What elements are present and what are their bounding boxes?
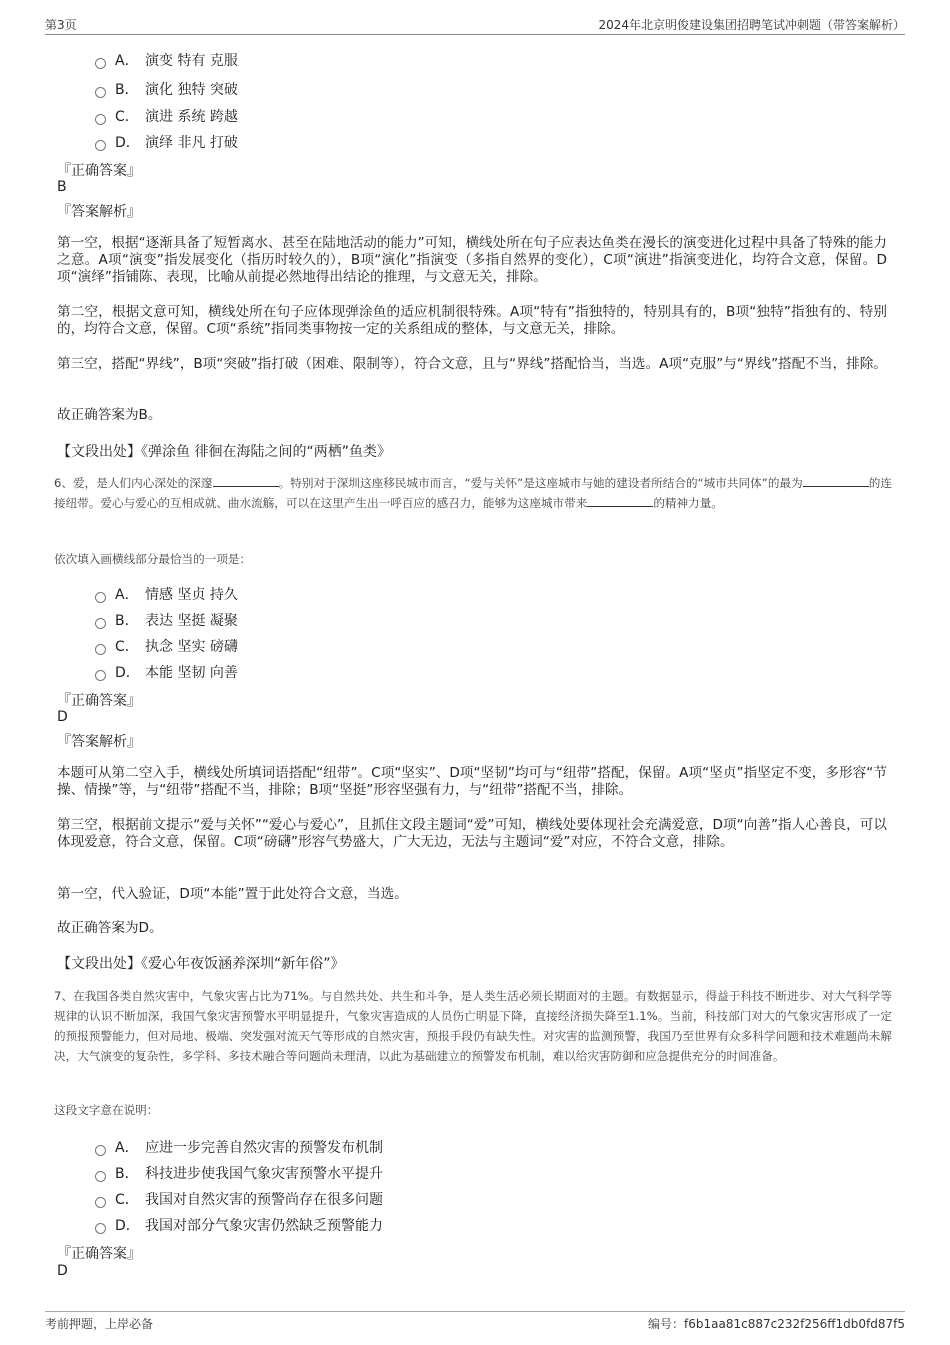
- radio-icon[interactable]: [95, 1223, 106, 1234]
- radio-icon[interactable]: [95, 140, 106, 151]
- q6-source: 【文段出处】《爱心年夜饭涵养深圳“新年俗”》: [57, 956, 345, 972]
- radio-icon[interactable]: [95, 670, 106, 681]
- radio-icon[interactable]: [95, 87, 106, 98]
- q7-answer: D: [57, 1263, 68, 1279]
- document-id: 编号：f6b1aa81c887c232f256ff1db0fd87f5: [648, 1317, 905, 1331]
- radio-icon[interactable]: [95, 1197, 106, 1208]
- q6-answer: D: [57, 709, 68, 725]
- q6-option-a[interactable]: A． 情感 坚贞 持久: [95, 584, 238, 604]
- q7-stem: 7、在我国各类自然灾害中，气象灾害占比为71%。与自然共处、共生和斗争，是人类生活必须长期面对的主题。有数据显示，得益于科技不断进步、对大气科学等规律的认识不断加深，我国气象灾害预警水平明显提升，气象灾害造成的人员伤亡明显下降，直接经济损失降至1.1%。当前，科技部门对大的气象灾害形成了一定的预报预警能力，但对局地、极端、突发强对流天气等形成的自然灾害，预报手段仍有缺失性。对灾害的监测预警，我国乃至世界有众多科学问题和技术难题尚未解决，大气演变的复杂性，多学科、多技术融合等问题尚未理清，以此为基础建立的预警发布机制，难以给灾害防御和应急提供充分的时间准备。: [54, 989, 892, 1063]
- radio-icon[interactable]: [95, 1171, 106, 1182]
- q5-option-d[interactable]: D． 演绎 非凡 打破: [95, 132, 238, 152]
- blank-line: [803, 474, 869, 487]
- blank-line: [213, 474, 279, 487]
- radio-icon[interactable]: [95, 618, 106, 629]
- footer-slogan: 考前押题，上岸必备: [45, 1317, 154, 1331]
- q5-analysis-label: 『答案解析』: [57, 204, 141, 220]
- q5-analysis-paragraph: 第一空，根据“逐渐具备了短暂离水、甚至在陆地活动的能力”可知，横线处所在句子应表达鱼类在漫长的演变进化过程中具备了特殊的能力之意。A项“演变”指发展变化（指历时较久的），B项“演化”指演变（多指自然界的变化），C项“演进”指演变进化，均符合文意，保留。D项“演绎”指铺陈、表现，比喻从前提必然地得出结论的推理，与文意无关，排除。: [57, 235, 887, 285]
- q6-option-c[interactable]: C． 执念 坚实 磅礴: [95, 636, 238, 656]
- q7-option-c[interactable]: C． 我国对自然灾害的预警尚存在很多问题: [95, 1189, 383, 1209]
- page-number: 第3页: [45, 18, 77, 32]
- q5-option-b[interactable]: B． 演化 独特 突破: [95, 79, 238, 99]
- q6-option-b[interactable]: B． 表达 坚挺 凝聚: [95, 610, 238, 630]
- q5-option-a[interactable]: A． 演变 特有 克服: [95, 50, 238, 70]
- q5-answer-label: 『正确答案』: [57, 163, 141, 179]
- q5-analysis-paragraph: 故正确答案为B。: [57, 407, 162, 423]
- q6-analysis-paragraph: 第三空，根据前文提示“爱与关怀”“爱心与爱心”，且抓住文段主题词“爱”可知，横线处要体现社会充满爱意，D项“向善”指人心善良，可以体现爱意，符合文意，保留。C项“磅礴”形容气势盛大，广大无边，无法与主题词“爱”对应，不符合文意，排除。: [57, 817, 887, 850]
- page-footer: [45, 1311, 905, 1334]
- q7-option-b[interactable]: B． 科技进步使我国气象灾害预警水平提升: [95, 1163, 383, 1183]
- q6-prompt: 依次填入画横线部分最恰当的一项是：: [54, 552, 252, 566]
- q6-stem: 6、爱，是人们内心深处的深邃 。特别对于深圳这座移民城市而言，“爱与关怀”是这座城市与她的建设者所结合的“城市共同体”的最为 的连接纽带。爱心与爱心的互相成就、曲水流觞，可以在这里产生出一呼百应的感召力，能够为这座城市带来 的精神力量。: [54, 476, 892, 510]
- q6-analysis-paragraph: 第一空，代入验证，D项“本能”置于此处符合文意，当选。: [57, 886, 408, 902]
- q7-prompt: 这段文字意在说明：: [54, 1103, 159, 1117]
- radio-icon[interactable]: [95, 592, 106, 603]
- q6-option-d[interactable]: D． 本能 坚韧 向善: [95, 662, 238, 682]
- radio-icon[interactable]: [95, 58, 106, 69]
- q7-option-d[interactable]: D． 我国对部分气象灾害仍然缺乏预警能力: [95, 1215, 383, 1235]
- q6-analysis-label: 『答案解析』: [57, 734, 141, 750]
- q7-option-a[interactable]: A． 应进一步完善自然灾害的预警发布机制: [95, 1137, 383, 1157]
- q5-answer: B: [57, 179, 67, 195]
- q6-analysis-paragraph: 本题可从第二空入手，横线处所填词语搭配“纽带”。C项“坚实”、D项“坚韧”均可与“纽带”搭配，保留。A项“坚贞”指坚定不变，多形容“节操、情操”等，与“纽带”搭配不当，排除；B项“坚挺”形容坚强有力，与“纽带”搭配不当，排除。: [57, 765, 887, 798]
- q5-analysis-paragraph: 第三空，搭配“界线”，B项“突破”指打破（困难、限制等），符合文意，且与“界线”搭配恰当，当选。A项“克服”与“界线”搭配不当，排除。: [57, 356, 887, 372]
- q5-source: 【文段出处】《弹涂鱼 徘徊在海陆之间的“两栖”鱼类》: [57, 444, 391, 460]
- q5-analysis-paragraph: 第二空，根据文意可知，横线处所在句子应体现弹涂鱼的适应机制很特殊。A项“特有”指独特的，特别具有的，B项“独特”指独有的、特别的，均符合文意，保留。C项“系统”指同类事物按一定的关系组成的整体，与文意无关，排除。: [57, 304, 887, 337]
- q7-answer-label: 『正确答案』: [57, 1246, 141, 1262]
- q6-analysis-paragraph: 故正确答案为D。: [57, 920, 163, 936]
- page-header: [45, 14, 905, 35]
- q5-option-c[interactable]: C． 演进 系统 跨越: [95, 106, 238, 126]
- q6-answer-label: 『正确答案』: [57, 693, 141, 709]
- document-title: 2024年北京明俊建设集团招聘笔试冲刺题（带答案解析）: [598, 18, 905, 32]
- blank-line: [587, 494, 653, 507]
- radio-icon[interactable]: [95, 1145, 106, 1156]
- radio-icon[interactable]: [95, 644, 106, 655]
- radio-icon[interactable]: [95, 114, 106, 125]
